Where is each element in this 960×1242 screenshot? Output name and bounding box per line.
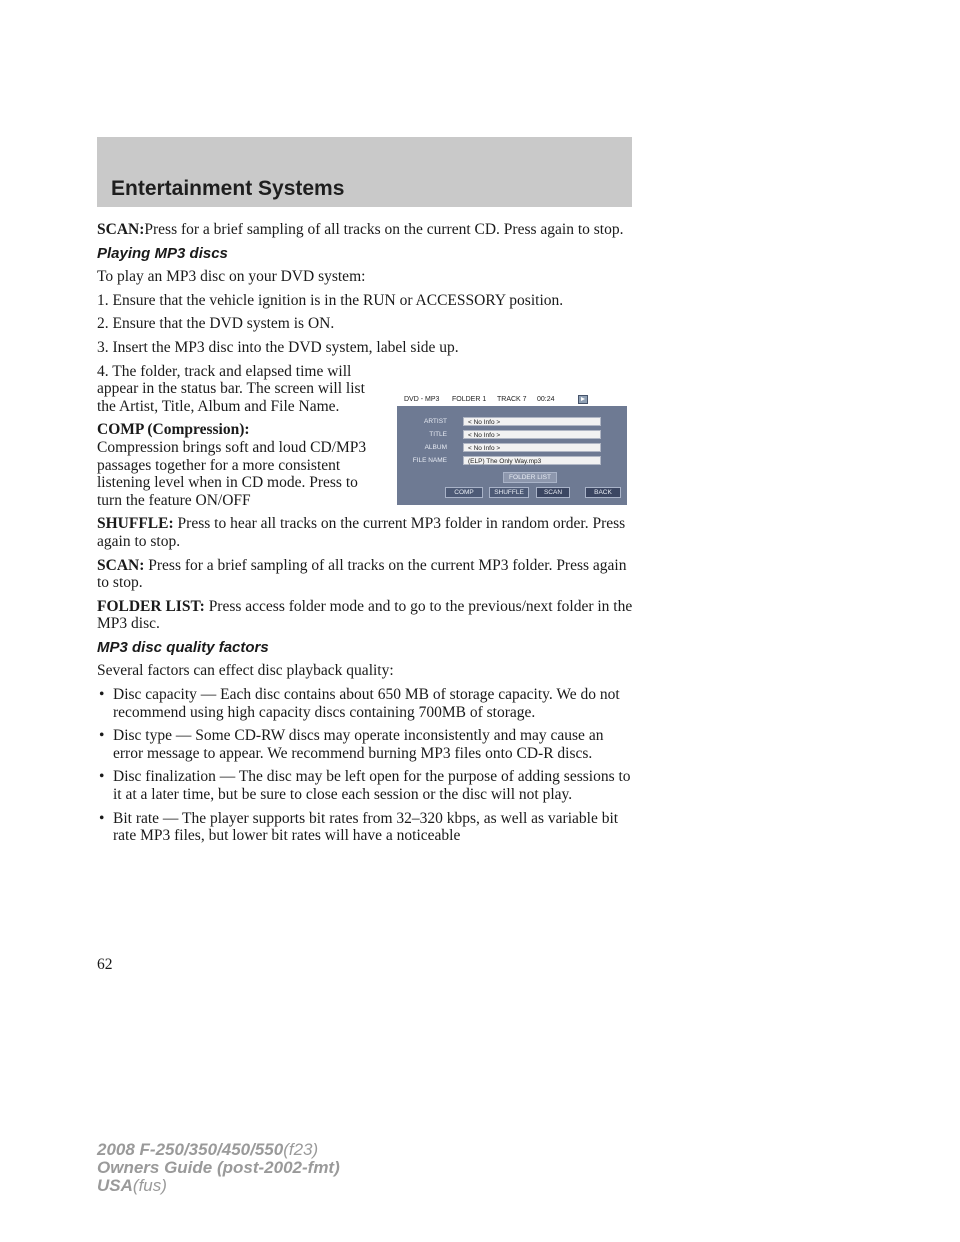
footer bbox=[97, 1141, 340, 1195]
footer-guide: Owners Guide (post-2002-fmt) bbox=[97, 1158, 340, 1177]
step-2: 2. Ensure that the DVD system is ON. bbox=[97, 315, 335, 333]
file-name-label: FILE NAME bbox=[412, 457, 447, 464]
bullet-item bbox=[97, 768, 637, 803]
artist-label: ARTIST bbox=[424, 418, 447, 425]
page-body bbox=[97, 221, 637, 851]
album-value: < No Info > bbox=[463, 443, 601, 452]
footer-region: USA bbox=[97, 1176, 133, 1195]
folder-list-text: Press access folder mode and to go to the previous/next folder in the MP3 disc. bbox=[97, 597, 633, 633]
artist-value: < No Info > bbox=[463, 417, 601, 426]
screen-panel bbox=[397, 406, 627, 505]
shuffle-paragraph bbox=[97, 515, 637, 550]
bullet-icon: • bbox=[99, 768, 105, 786]
status-folder: FOLDER 1 bbox=[452, 396, 487, 403]
footer-region-line bbox=[97, 1177, 340, 1195]
back-button[interactable]: BACK bbox=[585, 487, 621, 498]
scan-mp3-text: Press for a brief sampling of all tracks on the current MP3 folder. Press again to stop. bbox=[97, 556, 627, 592]
folder-list-paragraph bbox=[97, 598, 637, 633]
status-bar bbox=[397, 393, 627, 406]
title-value: < No Info > bbox=[463, 430, 601, 439]
quality-intro: Several factors can effect disc playback quality: bbox=[97, 662, 394, 680]
scan-button[interactable]: SCAN bbox=[536, 487, 570, 498]
bullet-item bbox=[97, 686, 637, 721]
scan-cd-paragraph bbox=[97, 221, 637, 239]
section-header bbox=[97, 137, 632, 207]
footer-model: 2008 F-250/350/450/550 bbox=[97, 1140, 284, 1159]
status-time: 00:24 bbox=[537, 396, 555, 403]
scan-cd-term: SCAN: bbox=[97, 221, 145, 238]
bullet-item bbox=[97, 810, 637, 845]
bullet-text: Disc capacity — Each disc contains about 650 MB of storage capacity. We do not recommend using high capacity discs containing 700MB of storage. bbox=[113, 686, 620, 721]
scan-mp3-term: SCAN: bbox=[97, 556, 145, 574]
comp-paragraph bbox=[97, 421, 382, 509]
step-1: 1. Ensure that the vehicle ignition is in the RUN or ACCESSORY position. bbox=[97, 291, 564, 309]
title-label: TITLE bbox=[429, 431, 447, 438]
scan-cd-text: Press for a brief sampling of all tracks on the current CD. Press again to stop. bbox=[144, 221, 624, 238]
mp3-intro: To play an MP3 disc on your DVD system: bbox=[97, 268, 366, 286]
page-number: 62 bbox=[97, 956, 113, 973]
status-mode: DVD - MP3 bbox=[404, 396, 440, 403]
shuffle-button[interactable]: SHUFFLE bbox=[489, 487, 529, 498]
comp-text: Compression brings soft and loud CD/MP3 passages together for a more consistent listening level when in CD mode. Press to turn the feature ON/OFF bbox=[97, 438, 367, 509]
bullet-icon: • bbox=[99, 809, 105, 827]
bullet-icon: • bbox=[99, 727, 105, 745]
file-name-value: (ELP) The Only Way.mp3 bbox=[463, 456, 601, 465]
section-title: Entertainment Systems bbox=[111, 177, 345, 200]
bullet-text: Disc finalization — The disc may be left open for the purpose of adding sessions to it at a later time, but be sure to close each session or the disc will not play. bbox=[113, 768, 631, 804]
dvd-mp3-screen-figure bbox=[397, 393, 627, 505]
step-4: 4. The folder, track and elapsed time will appear in the status bar. The screen will list the Artist, Title, Album and File Name. bbox=[97, 362, 365, 415]
comp-button[interactable]: COMP bbox=[445, 487, 483, 498]
footer-model-code: (f23) bbox=[283, 1140, 319, 1159]
folder-list-term: FOLDER LIST: bbox=[97, 597, 205, 615]
step-3: 3. Insert the MP3 disc into the DVD system, label side up. bbox=[97, 338, 459, 356]
bullet-text: Disc type — Some CD-RW discs may operate inconsistently and may cause an error message to appear. We recommend burning MP3 files onto CD-R discs. bbox=[113, 727, 604, 762]
play-icon bbox=[578, 395, 588, 404]
shuffle-term: SHUFFLE: bbox=[97, 515, 174, 533]
bullet-icon: • bbox=[99, 686, 105, 704]
footer-region-code: (fus) bbox=[132, 1176, 167, 1195]
comp-term: COMP (Compression): bbox=[97, 421, 250, 439]
album-label: ALBUM bbox=[424, 444, 447, 451]
mp3-heading: Playing MP3 discs bbox=[97, 244, 228, 262]
bullet-item bbox=[97, 727, 637, 762]
bullet-text: Bit rate — The player supports bit rates from 32–320 kbps, as well as variable bit rate MP3 files, but lower bit rates will have a noticeable bbox=[113, 809, 619, 845]
scan-mp3-paragraph bbox=[97, 557, 637, 592]
shuffle-text: Press to hear all tracks on the current MP3 folder in random order. Press again to stop. bbox=[97, 515, 626, 550]
status-track: TRACK 7 bbox=[497, 396, 527, 403]
quality-heading: MP3 disc quality factors bbox=[97, 638, 269, 656]
footer-model-line bbox=[97, 1141, 340, 1159]
folder-list-button[interactable]: FOLDER LIST bbox=[503, 472, 557, 483]
